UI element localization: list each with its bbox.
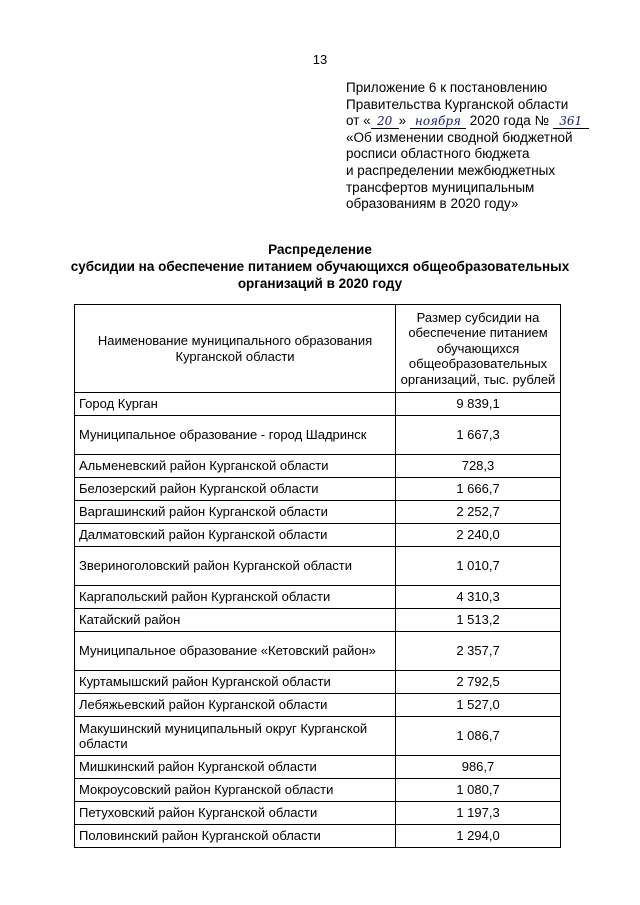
municipality-name-cell: Альменевский район Курганской области: [75, 455, 396, 478]
header-subsidy-amount: Размер субсидии на обеспечение питанием обучающихся общеобразовательных организаций, тыс. рублей: [396, 305, 561, 393]
subsidy-amount-cell: 2 252,7: [396, 501, 561, 524]
municipality-name-cell: Мишкинский район Курганской области: [75, 756, 396, 779]
appendix-line-5: росписи областного бюджета: [346, 146, 530, 162]
municipality-name-cell: Далматовский район Курганской области: [75, 524, 396, 547]
appendix-header: [346, 80, 606, 213]
page-number: 13: [312, 52, 328, 67]
date-prefix: от «: [346, 113, 371, 129]
table-row: [75, 632, 561, 671]
table-row: [75, 694, 561, 717]
appendix-line-1: Приложение 6 к постановлению: [346, 80, 548, 95]
appendix-line-6: и распределении межбюджетных: [346, 162, 556, 178]
table-row: [75, 609, 561, 632]
table-row: [75, 586, 561, 609]
subsidy-table: [74, 304, 561, 848]
municipality-name-cell: Макушинский муниципальный округ Курганской области: [75, 717, 396, 756]
table-row: [75, 671, 561, 694]
table-row: [75, 756, 561, 779]
municipality-name-cell: Мокроусовский район Курганской области: [75, 779, 396, 802]
date-year-text: 2020 года №: [469, 113, 549, 129]
subsidy-amount-cell: 4 310,3: [396, 586, 561, 609]
subsidy-amount-cell: 986,7: [396, 756, 561, 779]
appendix-line-7: трансфертов муниципальным: [346, 179, 535, 195]
table-row: [75, 524, 561, 547]
title-line-1: Распределение: [268, 242, 372, 257]
subsidy-amount-cell: 1 294,0: [396, 825, 561, 848]
title-line-2: субсидии на обеспечение питанием обучающихся общеобразовательных: [70, 259, 570, 274]
subsidy-amount-cell: 2 357,7: [396, 632, 561, 671]
table-row: [75, 825, 561, 848]
appendix-line-8: образованиям в 2020 году»: [346, 196, 519, 212]
handwritten-day: 20: [371, 115, 399, 129]
document-title: [0, 241, 640, 292]
municipality-name-cell: Муниципальное образование - город Шадринск: [75, 416, 396, 455]
handwritten-month: ноября: [410, 115, 466, 129]
municipality-name-cell: Каргапольский район Курганской области: [75, 586, 396, 609]
municipality-name-cell: Муниципальное образование «Кетовский район»: [75, 632, 396, 671]
municipality-name-cell: Половинский район Курганской области: [75, 825, 396, 848]
subsidy-amount-cell: 1 513,2: [396, 609, 561, 632]
subsidy-amount-cell: 1 080,7: [396, 779, 561, 802]
subsidy-amount-cell: 1 010,7: [396, 547, 561, 586]
municipality-name-cell: Куртамышский район Курганской области: [75, 671, 396, 694]
table-row: [75, 416, 561, 455]
header-municipality: Наименование муниципального образования Курганской области: [75, 305, 396, 393]
appendix-line-4: «Об изменении сводной бюджетной: [346, 129, 573, 145]
subsidy-amount-cell: 1 667,3: [396, 416, 561, 455]
subsidy-amount-cell: 1 197,3: [396, 802, 561, 825]
municipality-name-cell: Варгашинский район Курганской области: [75, 501, 396, 524]
table-row: [75, 547, 561, 586]
municipality-name-cell: Звериноголовский район Курганской области: [75, 547, 396, 586]
table-row: [75, 802, 561, 825]
municipality-name-cell: Лебяжьевский район Курганской области: [75, 694, 396, 717]
subsidy-amount-cell: 2 240,0: [396, 524, 561, 547]
subsidy-amount-cell: 1 086,7: [396, 717, 561, 756]
municipality-name-cell: Петуховский район Курганской области: [75, 802, 396, 825]
title-line-3: организаций в 2020 году: [237, 276, 403, 291]
municipality-name-cell: Белозерский район Курганской области: [75, 478, 396, 501]
table-row: [75, 501, 561, 524]
table-row: [75, 478, 561, 501]
table-row: [75, 393, 561, 416]
subsidy-amount-cell: 9 839,1: [396, 393, 561, 416]
table-row: [75, 779, 561, 802]
table-header-row: [75, 305, 561, 393]
municipality-name-cell: Катайский район: [75, 609, 396, 632]
handwritten-number: 361: [553, 115, 589, 129]
subsidy-amount-cell: 1 527,0: [396, 694, 561, 717]
table-row: [75, 455, 561, 478]
municipality-name-cell: Город Курган: [75, 393, 396, 416]
appendix-line-2: Правительства Курганской области: [346, 96, 569, 112]
subsidy-amount-cell: 1 666,7: [396, 478, 561, 501]
subsidy-amount-cell: 2 792,5: [396, 671, 561, 694]
table-row: [75, 717, 561, 756]
subsidy-amount-cell: 728,3: [396, 455, 561, 478]
date-separator: »: [398, 113, 407, 129]
appendix-date-line: [346, 113, 606, 130]
